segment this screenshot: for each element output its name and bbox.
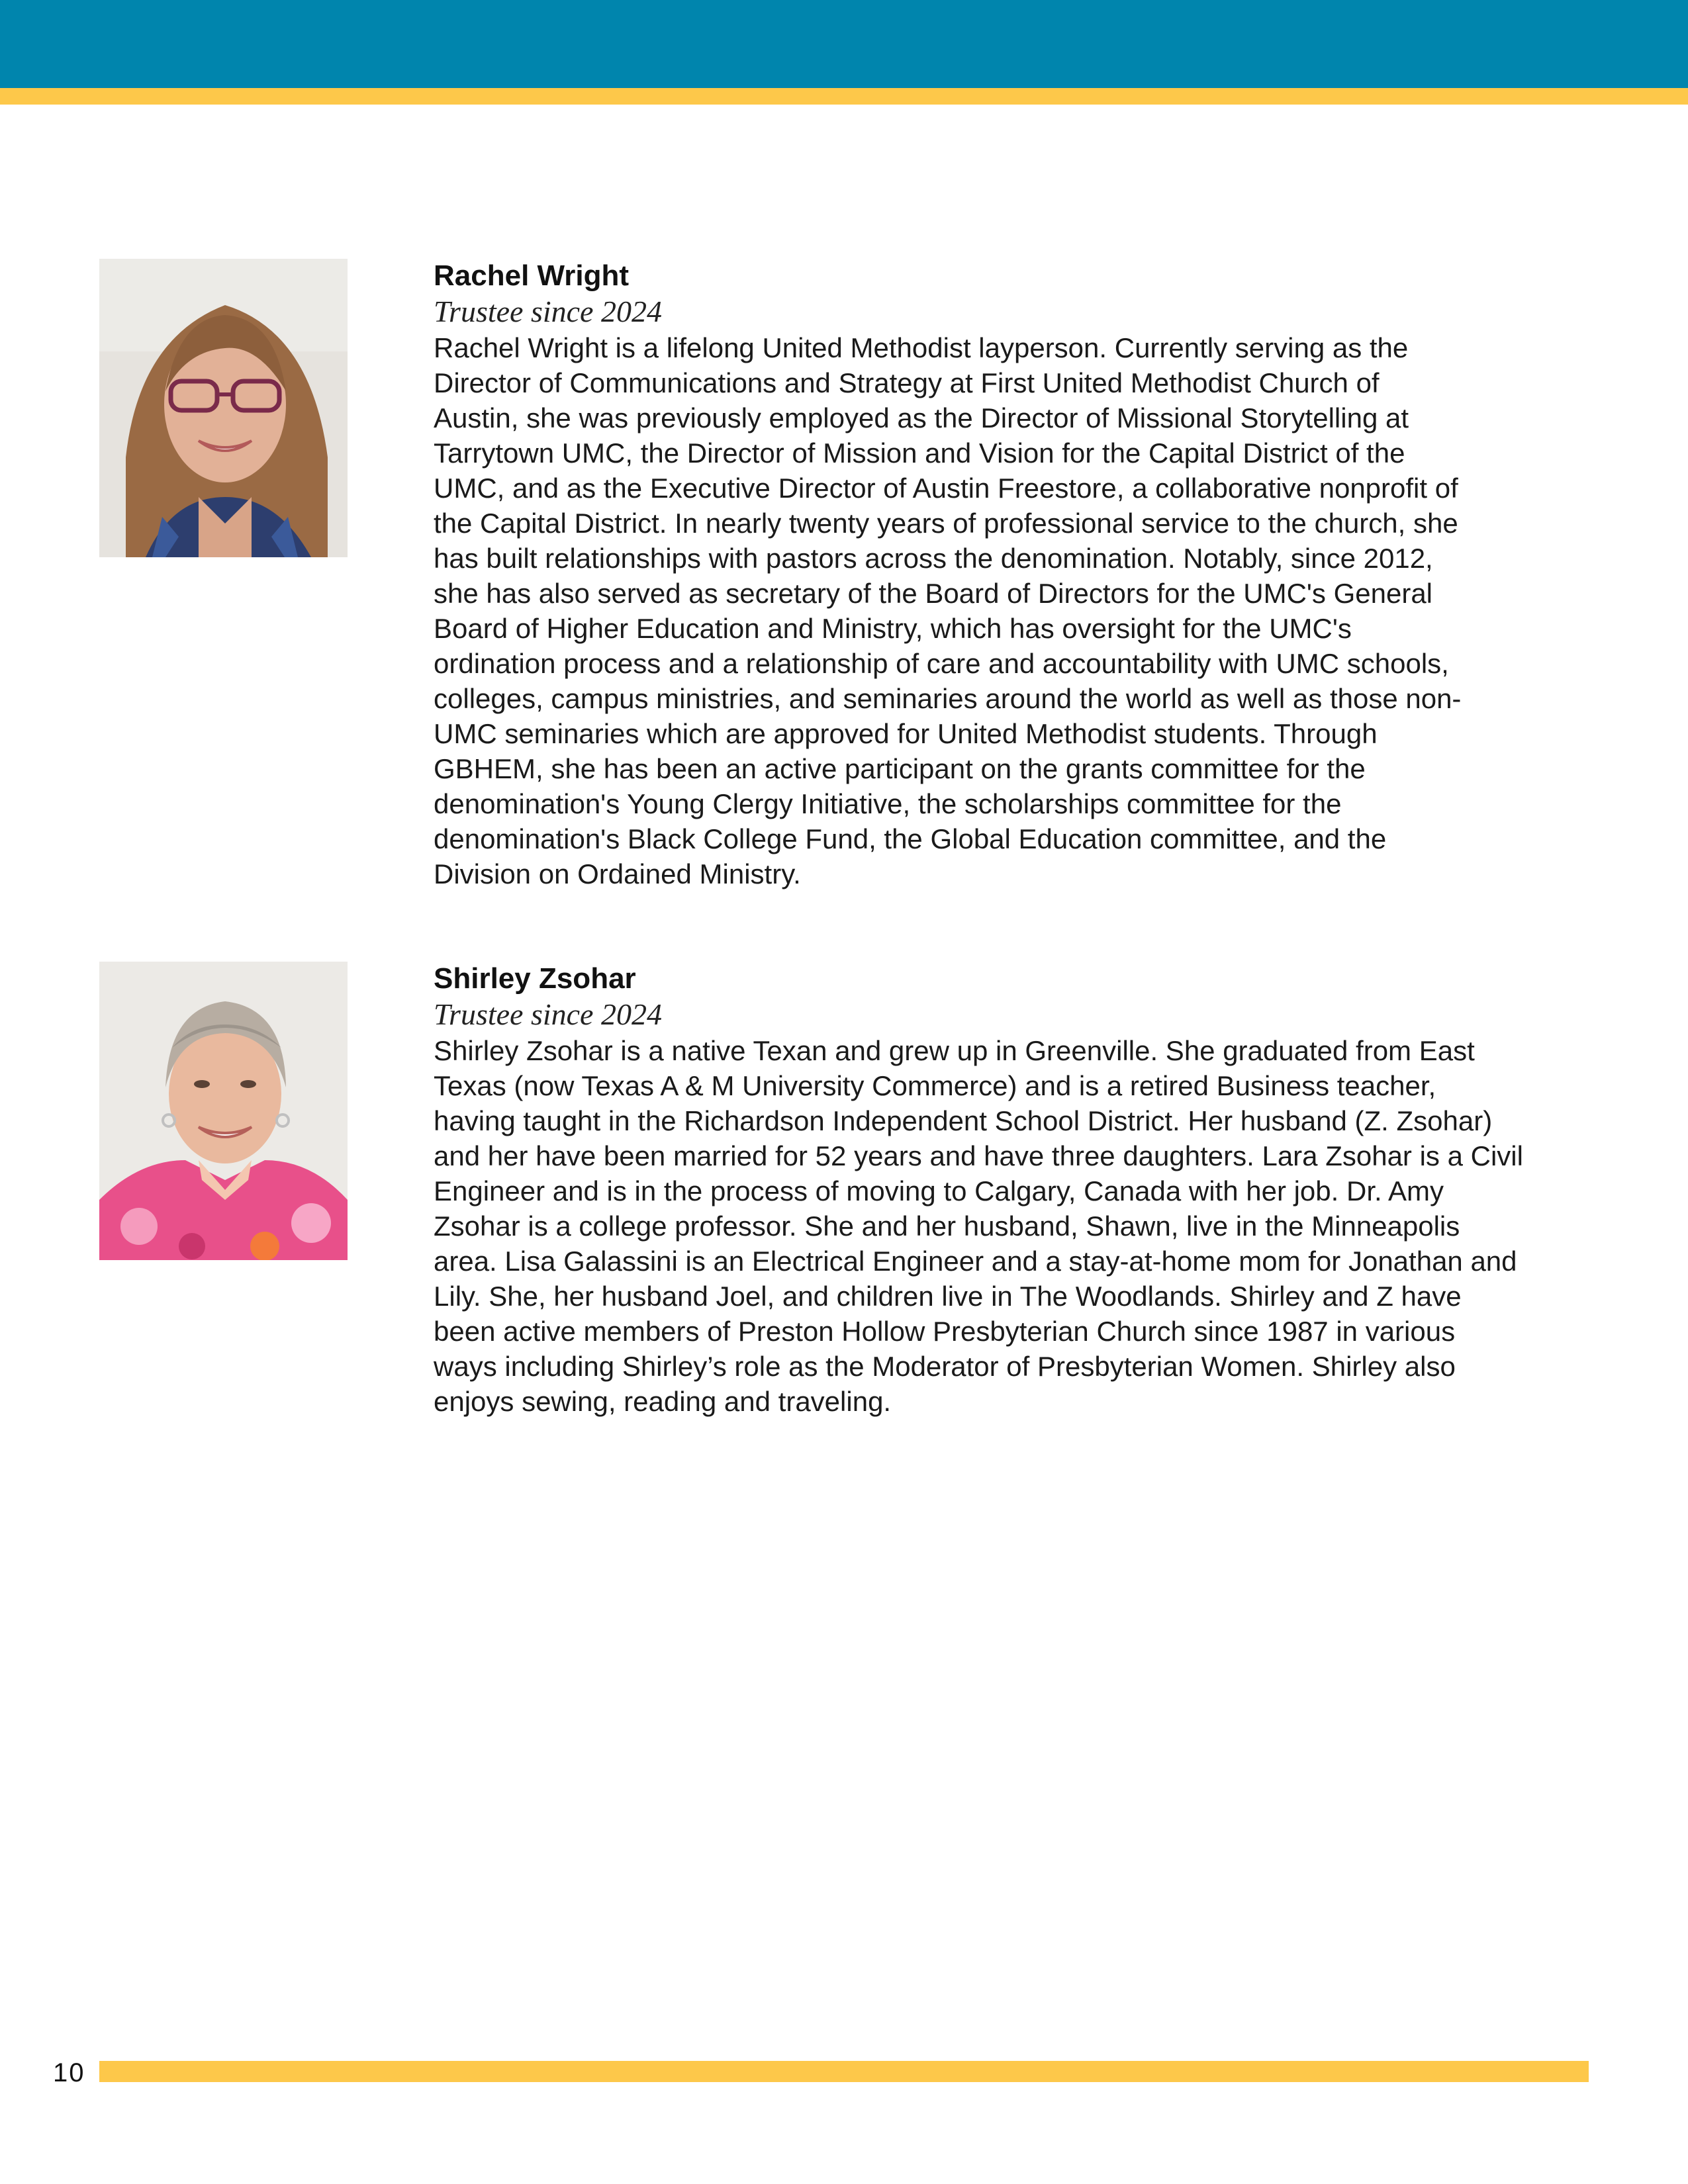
bio-line: enjoys sewing, reading and traveling.: [434, 1386, 892, 1417]
profile-text: [434, 962, 1625, 1419]
bio-line: has built relationships with pastors across the denomination. Notably, since 2012,: [434, 543, 1433, 574]
profile-text: [434, 259, 1625, 891]
header-accent-stripe: [0, 88, 1688, 105]
bio-line: been active members of Preston Hollow Presbyterian Church since 1987 in various: [434, 1316, 1456, 1347]
bio-line: denomination's Black College Fund, the Global Education committee, and the: [434, 823, 1387, 854]
bio-line: colleges, campus ministries, and seminaries around the world as well as those non-: [434, 683, 1462, 714]
footer-accent-bar: [99, 2061, 1589, 2082]
profile-name: Rachel Wright: [434, 259, 630, 292]
bio-line: Texas (now Texas A & M University Commerce) and is a retired Business teacher,: [434, 1070, 1436, 1101]
bio-line: Lily. She, her husband Joel, and children live in The Woodlands. Shirley and Z have: [434, 1281, 1462, 1312]
bio-line: she has also served as secretary of the Board of Directors for the UMC's General: [434, 578, 1433, 609]
bio-line: Rachel Wright is a lifelong United Methodist layperson. Currently serving as the: [434, 332, 1409, 363]
bio-line: Board of Higher Education and Ministry, which has oversight for the UMC's: [434, 613, 1352, 644]
profile-tenure: Trustee since 2024: [434, 295, 662, 328]
bio-line: the Capital District. In nearly twenty years of professional service to the church, she: [434, 508, 1458, 539]
bio-line: and her have been married for 52 years and have three daughters. Lara Zsohar is a Civil: [434, 1140, 1523, 1171]
bio-line: Division on Ordained Ministry.: [434, 858, 801, 889]
profile-photo: [99, 962, 348, 1260]
bio-line: Zsohar is a college professor. She and her husband, Shawn, live in the Minneapolis: [434, 1210, 1460, 1242]
bio-line: UMC seminaries which are approved for United Methodist students. Through: [434, 718, 1378, 749]
header-band: [0, 0, 1688, 88]
profile-name: Shirley Zsohar: [434, 962, 636, 995]
bio-line: Tarrytown UMC, the Director of Mission and Vision for the Capital District of the: [434, 437, 1405, 469]
bio-line: denomination's Young Clergy Initiative, the scholarships committee for the: [434, 788, 1342, 819]
bio-line: Engineer and is in the process of moving to Calgary, Canada with her job. Dr. Amy: [434, 1175, 1444, 1206]
profile-bio: [434, 1033, 1625, 1419]
bio-line: Austin, she was previously employed as the Director of Missional Storytelling at: [434, 402, 1409, 433]
profile-photo: [99, 259, 348, 557]
bio-line: ways including Shirley’s role as the Moderator of Presbyterian Women. Shirley also: [434, 1351, 1456, 1382]
bio-line: UMC, and as the Executive Director of Austin Freestore, a collaborative nonprofit of: [434, 473, 1458, 504]
bio-line: ordination process and a relationship of care and accountability with UMC schools,: [434, 648, 1449, 679]
bio-line: having taught in the Richardson Independent School District. Her husband (Z. Zsohar): [434, 1105, 1493, 1136]
bio-line: area. Lisa Galassini is an Electrical Engineer and a stay-at-home mom for Jonathan and: [434, 1246, 1517, 1277]
profile-bio: [434, 330, 1625, 891]
bio-line: Director of Communications and Strategy at First United Methodist Church of: [434, 367, 1380, 398]
bio-line: GBHEM, she has been an active participant on the grants committee for the: [434, 753, 1366, 784]
bio-line: Shirley Zsohar is a native Texan and grew up in Greenville. She graduated from East: [434, 1035, 1475, 1066]
profile-tenure: Trustee since 2024: [434, 997, 662, 1031]
page-number: 10: [53, 2058, 85, 2087]
